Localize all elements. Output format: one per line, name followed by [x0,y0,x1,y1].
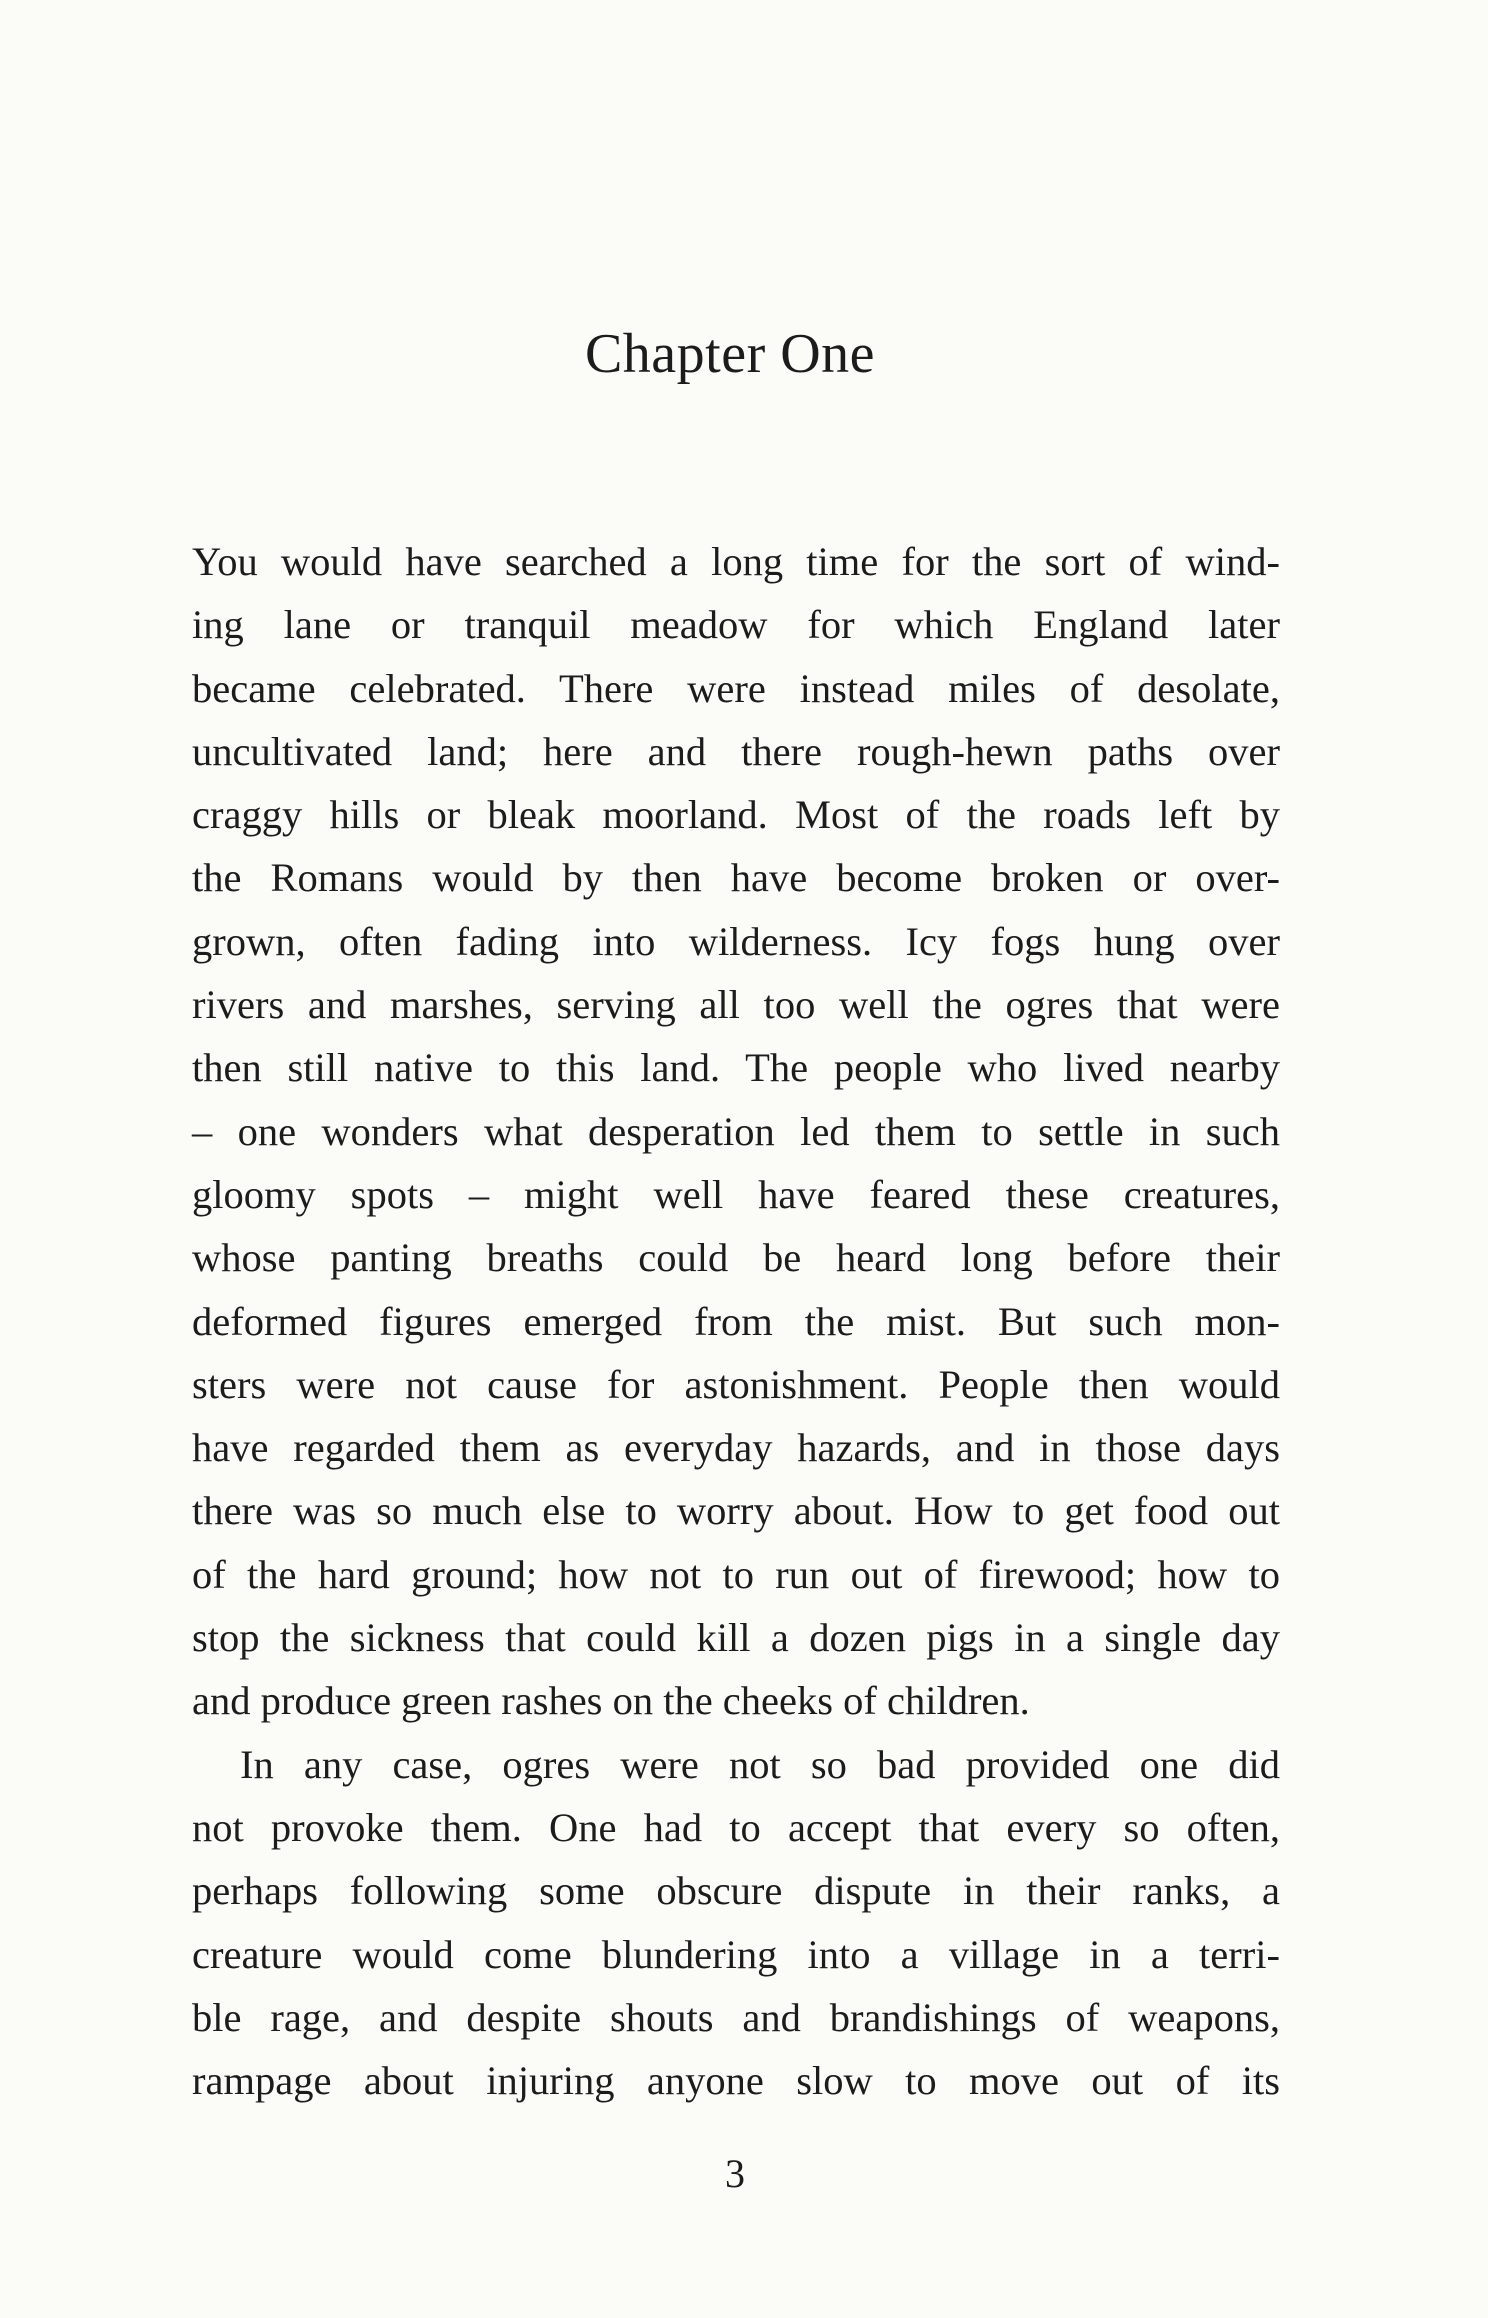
paragraph-1 [192,530,1280,1733]
text-line: became celebrated. There were instead miles of desolate, [192,665,1280,711]
text-line: In any case, ogres were not so bad provided one did [240,1741,1280,1787]
text-line: whose panting breaths could be heard long before their [192,1235,1280,1281]
text-line: of the hard ground; how not to run out of firewood; how to [192,1551,1280,1597]
text-line: grown, often fading into wilderness. Icy fogs hung over [192,918,1280,964]
text-line: perhaps following some obscure dispute in their ranks, a [192,1868,1280,1914]
text-line: then still native to this land. The people who lived nearby [192,1045,1280,1091]
body-text [192,530,1280,2112]
text-line: deformed figures emerged from the mist. But such mon- [192,1298,1280,1344]
text-line: craggy hills or bleak moorland. Most of the roads left by [192,792,1280,838]
chapter-title: Chapter One [584,323,876,385]
text-line: – one wonders what desperation led them to settle in such [192,1108,1280,1154]
text-line: ble rage, and despite shouts and brandishings of weapons, [192,1994,1280,2040]
text-line: and produce green rashes on the cheeks of children. [192,1678,1030,1724]
text-line: ing lane or tranquil meadow for which England later [192,602,1280,648]
text-line: sters were not cause for astonishment. People then would [192,1361,1280,1407]
text-line: gloomy spots – might well have feared these creatures, [192,1171,1280,1217]
text-line: You would have searched a long time for the sort of wind- [192,539,1280,584]
text-line: creature would come blundering into a village in a terri- [192,1931,1280,1977]
text-line: rivers and marshes, serving all too well the ogres that were [192,982,1280,1028]
paragraph-2 [192,1733,1280,2113]
text-line: uncultivated land; here and there rough-hewn paths over [192,728,1280,774]
page-number: 3 [725,2151,745,2196]
text-line: stop the sickness that could kill a dozen pigs in a single day [192,1615,1280,1661]
text-line: the Romans would by then have become broken or over- [192,855,1280,901]
text-line: rampage about injuring anyone slow to move out of its [192,2058,1280,2104]
text-line: have regarded them as everyday hazards, and in those days [192,1425,1280,1471]
text-line: not provoke them. One had to accept that every so often, [192,1804,1280,1850]
text-line: there was so much else to worry about. How to get food out [192,1488,1280,1534]
